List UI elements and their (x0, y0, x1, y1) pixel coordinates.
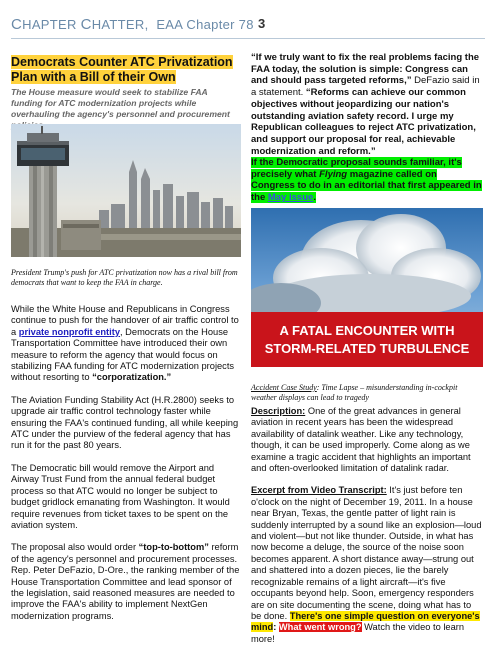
article-body-left (11, 304, 241, 633)
article-subhead: The House measure would seek to stabilize FAA funding for ATC modernization projects while overhauling the agency's personnel and procurement (11, 87, 230, 119)
banner-line-2: STORM-RELATED TURBULENCE (264, 341, 470, 356)
paragraph-4: The proposal also would order “top-to-bottom” reform of the agency's personnel and procurement processes. Rep. Peter DeFazio, D-Ore., the ranking member of the House Transportation Committee and lead sponsor of the legislation, said reasoned measures are needed to improve the FAA's ability to implement NextGen modernization programs. (11, 542, 240, 621)
excerpt-paragraph: Excerpt from Video Transcript: It's just before ten o'clock on the night of December 19, 2011. In a house near Bryan, Texas, the gentle patter of light rain is suddenly interrupted by a sound like an explosion—loud and violent—but not like thunder. Outside, in what has now become a deluge, the source of the noise soon becomes apparent. A short distance away—strung out and shattered into a dozen pieces, lie the barely recognizable remains of a light aircraft—it's five occupants beyond help. Soon, emergency responders are on site documenting the scene, doing what has to be done. There's one simple question on everyone's mind: What went wrong? Watch the video to learn more! (251, 485, 482, 644)
paragraph-1: While the White House and Republicans in Congress continue to push for the handover of air traffic control to a private nonprofit entity, Democrats on the House Transportation Committee have introduced their own measure to reform the agency that would focus on stabilizing FAA funding for ATC modernization projects without resorting to “corporatization.” (11, 304, 239, 383)
page-number: 3 (258, 16, 266, 31)
may-issue-link[interactable]: May issue (267, 192, 314, 204)
private-nonprofit-link[interactable]: private nonprofit entity (18, 326, 121, 337)
article-headline: Democrats Counter ATC Privatization Plan with a Bill of their Own (11, 55, 233, 84)
banner-line-1: A FATAL ENCOUNTER WITH (279, 323, 455, 338)
case-study-caption: Accident Case Study: Time Lapse – misunderstanding in-cockpit weather displays can lead to tragedy (251, 383, 458, 402)
description-paragraph: Description: One of the great advances in general aviation in recent years has been the widespread availability of datalink weather. Like any technology, though, it can be used improperly. Come along as we examine a tragic accident that highlights an important and often-overlooked limitation of datalink radar. (251, 406, 471, 474)
page-header (11, 12, 485, 39)
photo-caption: President Trump's push for ATC privatization now has a rival bill from democrats that want to keep the FAA in charge. (11, 268, 238, 287)
feature-body (251, 406, 483, 656)
paragraph-3: The Democratic bill would remove the Airport and Airway Trust Fund from the annual federal budget process so that ATC would no longer be subject to budget gridlock emanating from Washington. It would require revenues from ticket taxes to be spent on the aviation system. (11, 462, 230, 530)
philadelphia-tower-photo (11, 124, 241, 257)
paragraph-2: The Aviation Funding Stability Act (H.R.2800) seeks to upgrade air traffic control technology faster while ensuring the FAA's continued funding, all while keeping ATC under the purview of the federal agency that has run it for the past 80 years. (11, 394, 239, 451)
flying-editorial-note: If the Democratic proposal sounds familiar, it's precisely what Flying magazine called on Congress to do in an editorial that first appeared in the May issue. (251, 157, 482, 204)
newsletter-title: CHAPTER CHATTER, EAA Chapter 78 (11, 16, 254, 33)
defazio-quote: “If we truly want to fix the real problems facing the FAA today, the solution is simple: Congress can and should pass targeted reforms,” DeFazio said in a statement. “Reforms can achieve our common objectives without jeopardizing our nation's outstanding aviation safety record. I urge my Republican colleagues to reject ATC privatization, and support our proposal for real, achievable modernization and reform.” (251, 52, 480, 157)
turbulence-video-thumbnail[interactable] (251, 208, 483, 367)
chapter-label: EAA Chapter 78 (156, 17, 254, 32)
